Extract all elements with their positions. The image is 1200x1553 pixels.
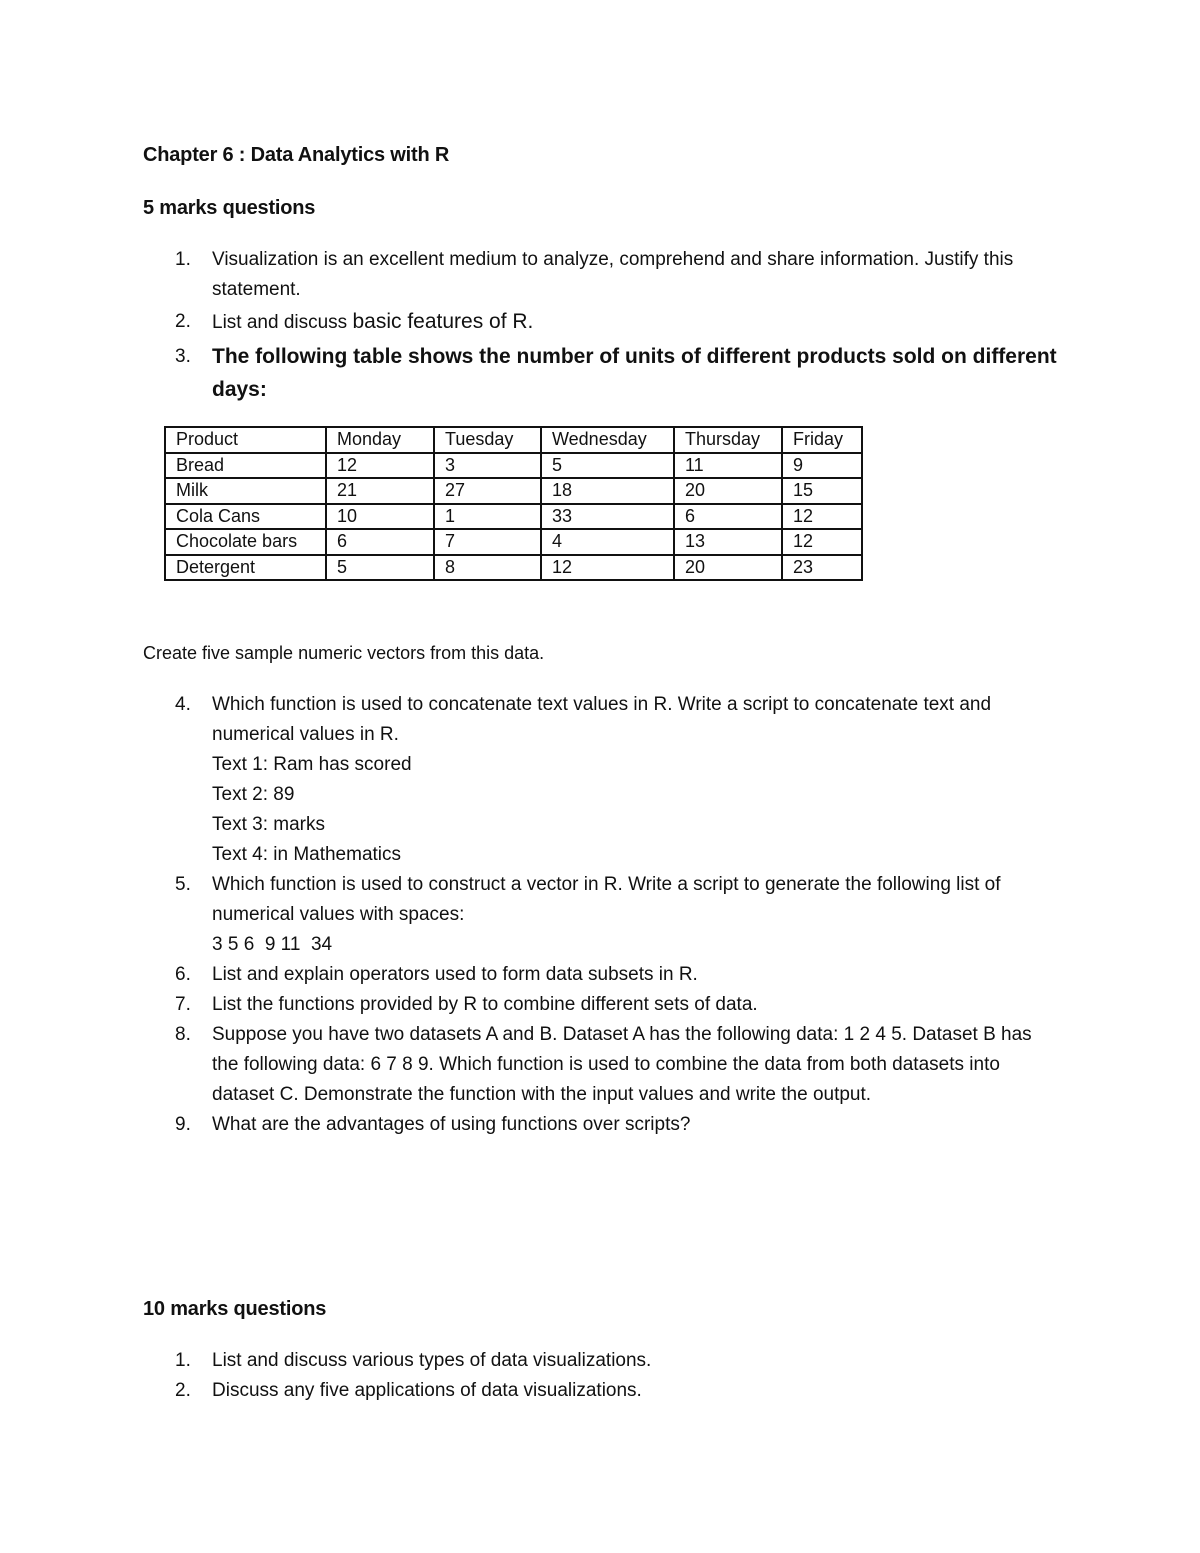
table-cell: 7 xyxy=(434,529,541,555)
question-9: 9. What are the advantages of using functions over scripts? xyxy=(175,1114,691,1135)
question-7: 7. List the functions provided by R to combine different sets of data. xyxy=(175,994,758,1015)
table-cell: 10 xyxy=(326,504,434,530)
table-cell: 4 xyxy=(541,529,674,555)
table-cell: Chocolate bars xyxy=(165,529,326,555)
table-cell: 8 xyxy=(434,555,541,581)
section-heading-10-marks: 10 marks questions xyxy=(143,1298,327,1320)
question-list-part2 xyxy=(143,690,1063,1140)
table-header-cell: Tuesday xyxy=(434,427,541,453)
question-6: 6. List and explain operators used to form data subsets in R. xyxy=(175,964,698,985)
table-header-cell: Product xyxy=(165,427,326,453)
table-header-cell: Monday xyxy=(326,427,434,453)
table-cell: 12 xyxy=(782,529,862,555)
question-1: 1. Visualization is an excellent medium to analyze, comprehend and share information. Justify this statement. xyxy=(175,249,1014,300)
question-list-part1 xyxy=(143,245,1063,406)
table-header-cell: Wednesday xyxy=(541,427,674,453)
table-cell: 23 xyxy=(782,555,862,581)
table-cell: 6 xyxy=(674,504,782,530)
table-cell: 20 xyxy=(674,478,782,504)
table-row xyxy=(165,529,862,555)
table-cell: 27 xyxy=(434,478,541,504)
question-list-10-marks xyxy=(143,1346,1063,1406)
table-cell: 9 xyxy=(782,453,862,479)
table-cell: 12 xyxy=(541,555,674,581)
question-3: 3. The following table shows the number of units of different products sold on different days: xyxy=(175,345,1057,401)
sales-table xyxy=(164,426,863,581)
question-5: 5. Which function is used to construct a vector in R. Write a script to generate the following list of numerical values with spaces: 3 5 6 9 11 34 xyxy=(175,874,1001,955)
table-cell: Bread xyxy=(165,453,326,479)
question-8: 8. Suppose you have two datasets A and B. Dataset A has the following data: 1 2 4 5. Dataset B has the following data: 6 7 8 9. Which function is used to combine the data from both datasets into dataset C. Demonstrate the function with the input values and write the output. xyxy=(175,1024,1032,1105)
table-row xyxy=(165,478,862,504)
question-10m-2: 2. Discuss any five applications of data visualizations. xyxy=(175,1380,642,1401)
table-header-row xyxy=(165,427,862,453)
table-cell: 5 xyxy=(326,555,434,581)
table-cell: Detergent xyxy=(165,555,326,581)
table-cell: 6 xyxy=(326,529,434,555)
table-cell: 5 xyxy=(541,453,674,479)
table-row xyxy=(165,504,862,530)
table-cell: Cola Cans xyxy=(165,504,326,530)
table-cell: Milk xyxy=(165,478,326,504)
table-cell: 12 xyxy=(782,504,862,530)
table-row xyxy=(165,453,862,479)
table-cell: 18 xyxy=(541,478,674,504)
table-header-cell: Friday xyxy=(782,427,862,453)
table-cell: 11 xyxy=(674,453,782,479)
after-table-instruction: Create five sample numeric vectors from this data. xyxy=(143,643,545,663)
question-2: 2. List and discuss basic features of R. xyxy=(175,310,534,333)
table-cell: 20 xyxy=(674,555,782,581)
table-cell: 15 xyxy=(782,478,862,504)
table-cell: 33 xyxy=(541,504,674,530)
section-heading-5-marks: 5 marks questions xyxy=(143,197,316,219)
table-cell: 3 xyxy=(434,453,541,479)
table-cell: 13 xyxy=(674,529,782,555)
table-cell: 12 xyxy=(326,453,434,479)
table-cell: 21 xyxy=(326,478,434,504)
question-4: 4. Which function is used to concatenate text values in R. Write a script to concatenate text and numerical values in R. Text 1: Ram has scored Text 2: 89 Text 3: marks Text 4: in Mathematics xyxy=(175,694,992,865)
table-row xyxy=(165,555,862,581)
table-header-cell: Thursday xyxy=(674,427,782,453)
table-cell: 1 xyxy=(434,504,541,530)
question-10m-1: 1. List and discuss various types of data visualizations. xyxy=(175,1350,652,1371)
chapter-title: Chapter 6 : Data Analytics with R xyxy=(143,144,450,166)
